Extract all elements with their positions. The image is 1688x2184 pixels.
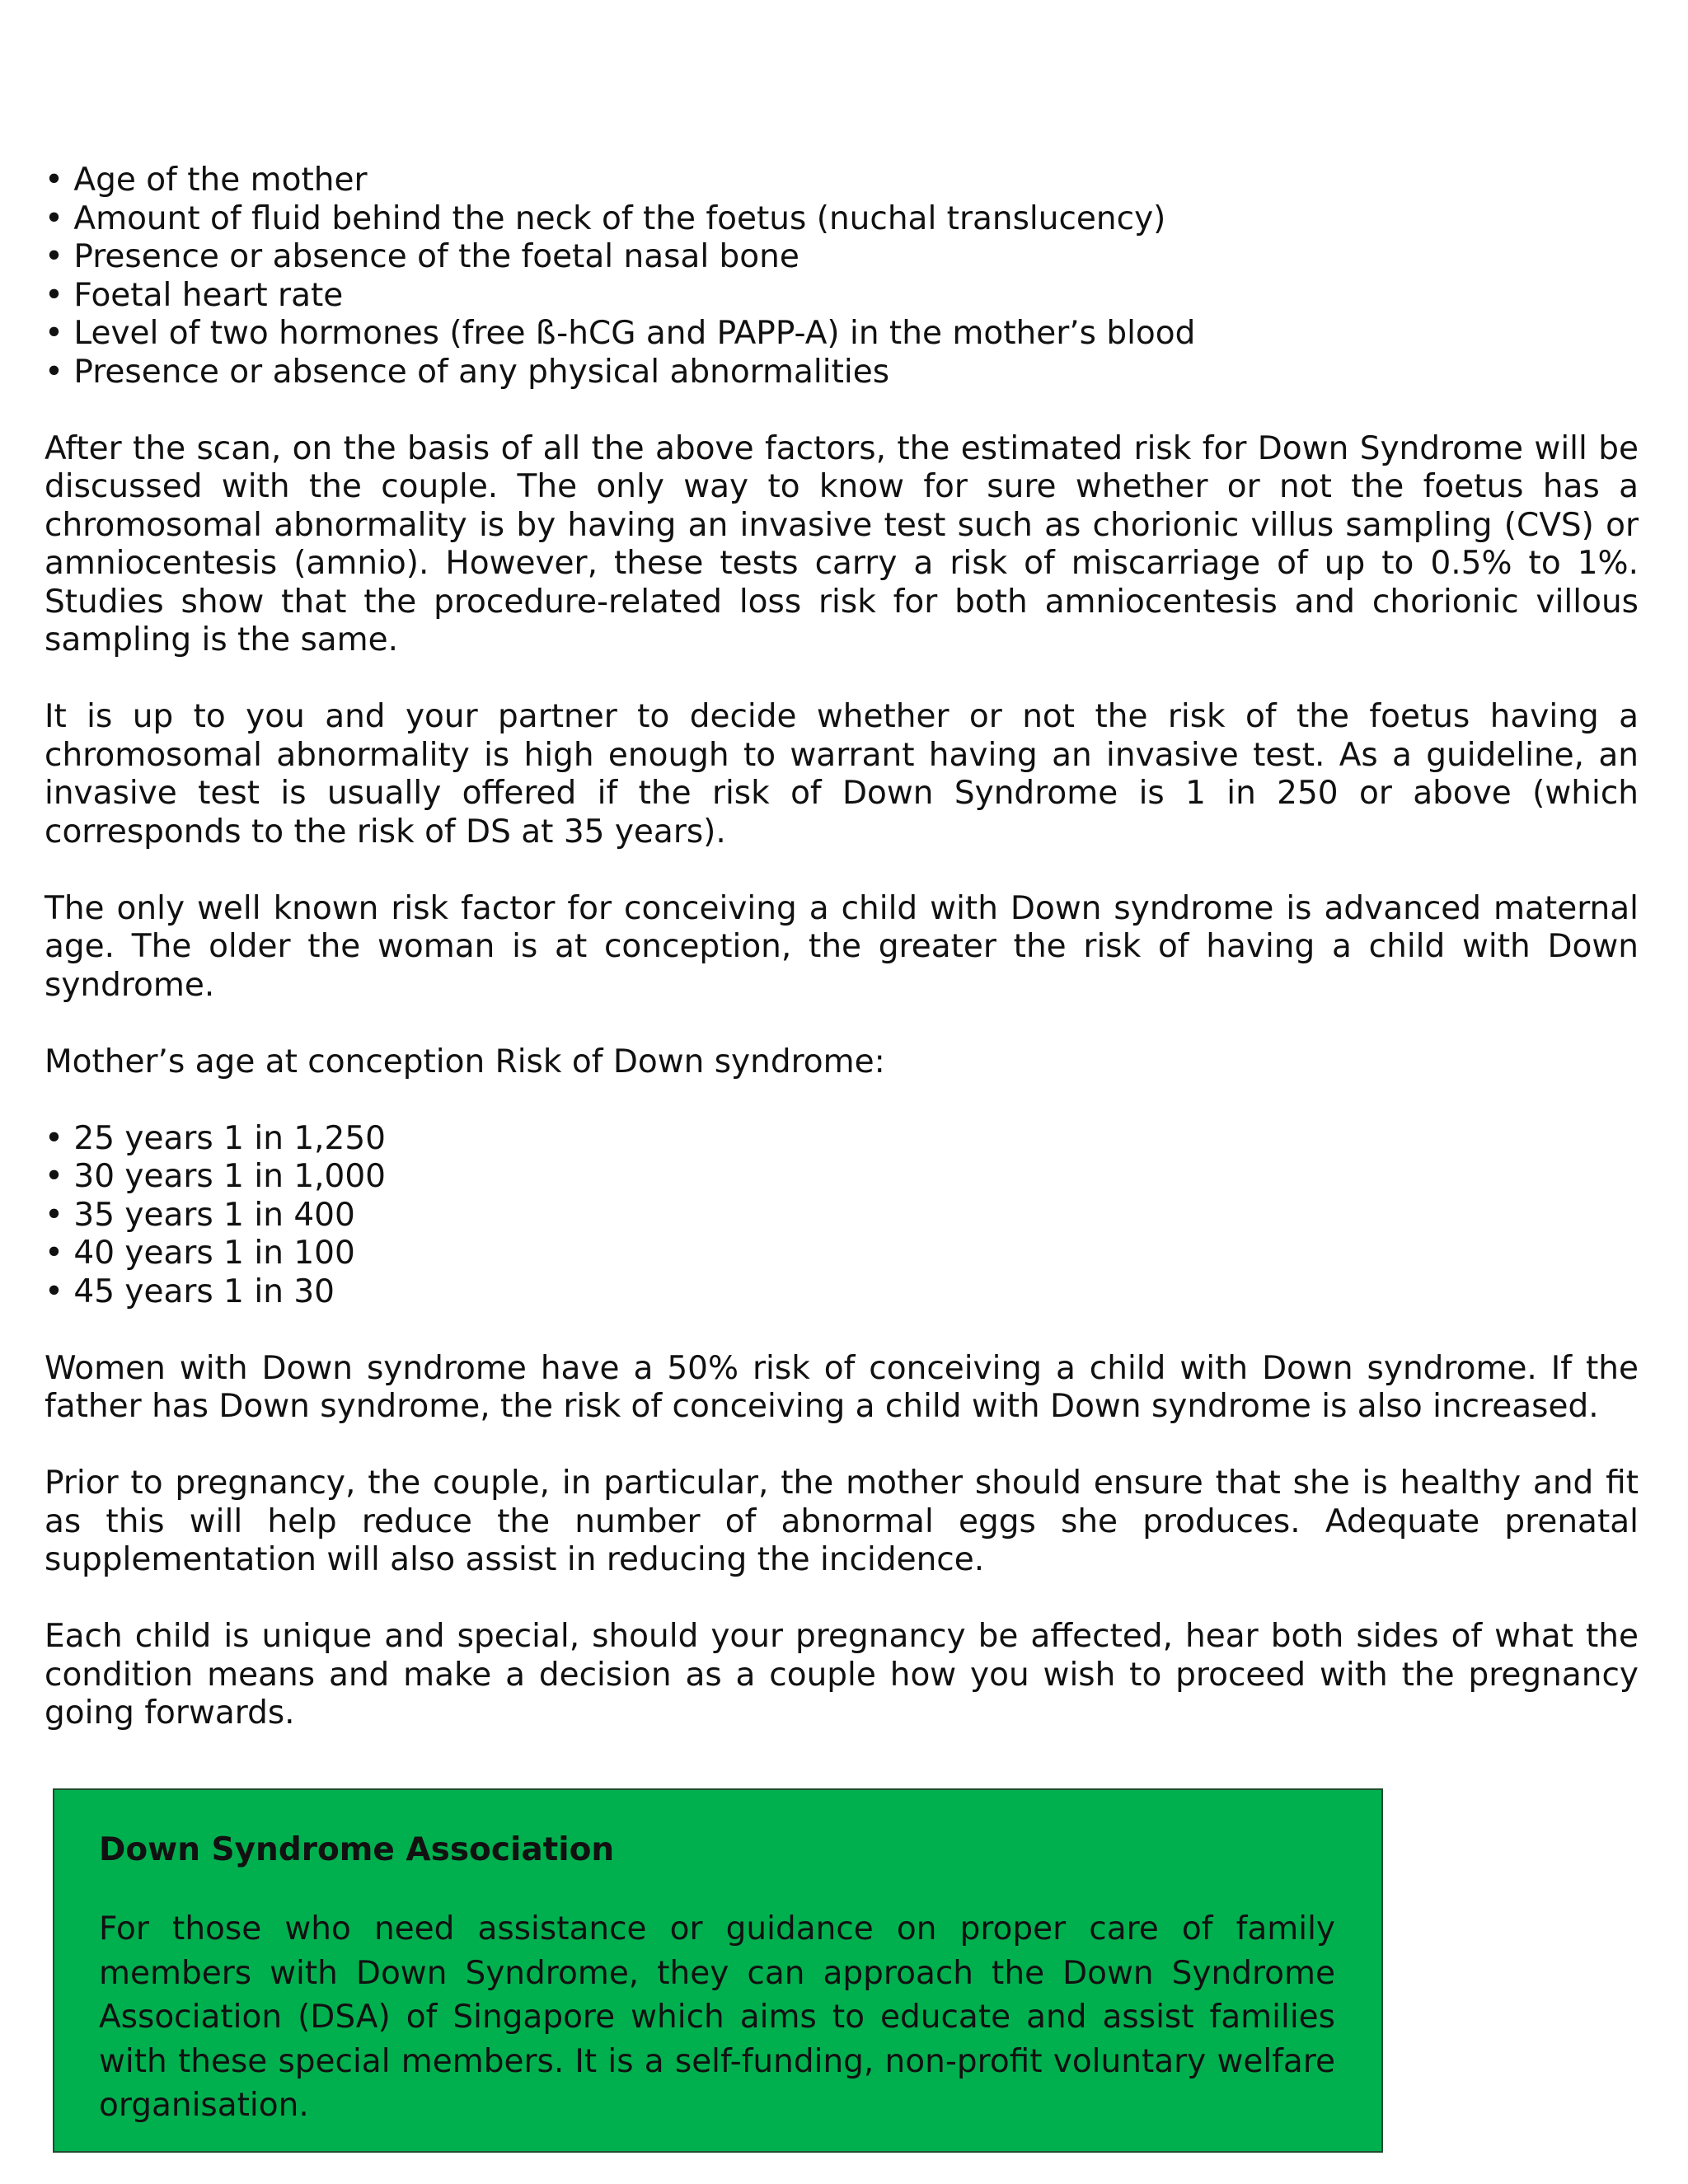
paragraph-women-ds: Women with Down syndrome have a 50% risk of conceiving a child with Down syndrome. If the father has Down syndrome, the risk of conceiving a child with Down syndrome is also increased.: [45, 1349, 1639, 1425]
age-risk-item: • 25 years 1 in 1,250: [45, 1120, 1639, 1159]
paragraph-decide: It is up to you and your partner to decide whether or not the risk of the foetus having a chromosomal abnormality is high enough to warrant having an invasive test. As a guideline, an invasive test is usually offered if the risk of Down Syndrome is 1 in 250 or above (which corresponds to the risk of DS at 35 years).: [45, 698, 1639, 851]
age-risk-item: • 30 years 1 in 1,000: [45, 1158, 1639, 1197]
callout-title: Down Syndrome Association: [99, 1831, 615, 1868]
factor-list: [45, 162, 1639, 391]
paragraph-age-intro: Mother’s age at conception Risk of Down syndrome:: [45, 1043, 885, 1080]
factor-item: • Age of the mother: [45, 162, 1639, 200]
age-risk-list: [45, 1120, 1639, 1312]
paragraph-prior: Prior to pregnancy, the couple, in particular, the mother should ensure that she is healthy and fit as this will help reduce the number of abnormal eggs she produces. Adequate prenatal supplementation will also assist in reducing the incidence.: [45, 1465, 1639, 1578]
paragraph-unique: Each child is unique and special, should your pregnancy be affected, hear both sides of what the condition means and make a decision as a couple how you wish to proceed with the pregnancy going forwards.: [45, 1618, 1639, 1732]
factor-item: • Foetal heart rate: [45, 277, 1639, 316]
factor-item: • Presence or absence of the foetal nasal bone: [45, 238, 1639, 277]
dsa-callout-box: [53, 1788, 1383, 2153]
factor-item: • Presence or absence of any physical abnormalities: [45, 354, 1639, 392]
callout-content: [99, 1831, 1335, 2128]
age-risk-item: • 35 years 1 in 400: [45, 1197, 1639, 1235]
age-risk-item: • 45 years 1 in 30: [45, 1273, 1639, 1312]
factor-item: • Amount of fluid behind the neck of the foetus (nuchal translucency): [45, 200, 1639, 239]
document-page: [45, 162, 1639, 1733]
callout-body: For those who need assistance or guidance on proper care of family members with Down Syndrome, they can approach the Down Syndrome Association (DSA) of Singapore which aims to educate and assist families with these special members. It is a self-funding, non-profit voluntary welfare organisation.: [99, 1910, 1335, 2124]
paragraph-risk-factor: The only well known risk factor for conceiving a child with Down syndrome is advanced maternal age. The older the woman is at conception, the greater the risk of having a child with Down syndrome.: [45, 889, 1639, 1004]
factor-item: • Level of two hormones (free ß-hCG and PAPP-A) in the mother’s blood: [45, 315, 1639, 354]
age-risk-item: • 40 years 1 in 100: [45, 1235, 1639, 1273]
paragraph-after-scan: After the scan, on the basis of all the above factors, the estimated risk for Down Syndrome will be discussed with the couple. The only way to know for sure whether or not the foetus has a chromosomal abnormality is by having an invasive test such as chorionic villus sampling (CVS) or amniocentesis (amnio). However, these tests carry a risk of miscarriage of up to 0.5% to 1%. Studies show that the procedure-related loss risk for both amniocentesis and chorionic villous sampling is the same.: [45, 429, 1639, 658]
